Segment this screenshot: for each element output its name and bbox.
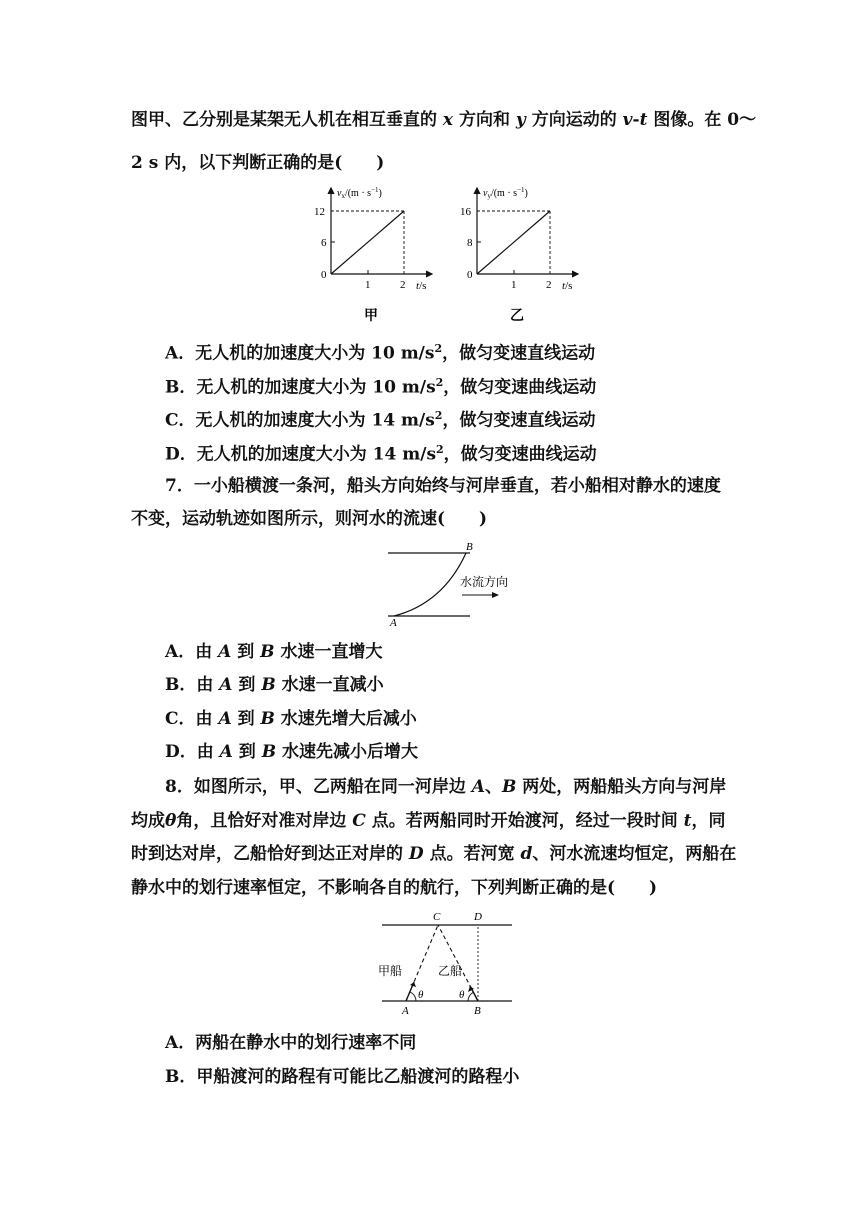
graph-yi <box>446 180 586 330</box>
svg-text:t/s: t/s <box>562 280 573 292</box>
svg-text:12: 12 <box>314 206 325 218</box>
svg-text:0: 0 <box>467 269 473 281</box>
svg-text:vy/(m · s−1): $v_y/(m \cdot s^{-1})$ <box>483 186 528 200</box>
q8-option-b: B．甲船渡河的路程有可能比乙船渡河的路程小 <box>165 1067 520 1087</box>
q7-option-b: B．由 A 到 B 水速一直减小 <box>165 675 384 695</box>
svg-text:1: 1 <box>511 279 517 291</box>
q7-stem-line2: 不变，运动轨迹如图所示，则河水的流速( ) <box>131 509 488 529</box>
svg-text:8: 8 <box>467 237 473 249</box>
svg-text:2: 2 <box>400 279 406 291</box>
svg-text:C: C <box>433 911 441 923</box>
svg-text:乙: 乙 <box>510 309 524 324</box>
q6-option-b: B．无人机的加速度大小为 10 $m/s^2$，做匀变速曲线运动 <box>165 376 597 398</box>
svg-text:乙船: 乙船 <box>438 964 463 978</box>
svg-text:6: 6 <box>321 237 327 249</box>
svg-text:B: B <box>466 541 473 553</box>
q6-stem-line1: 图甲、乙分别是某架无人机在相互垂直的 x 方向和 y 方向运动的 v-t 图像。在 0～ <box>131 110 757 130</box>
svg-text:甲船: 甲船 <box>378 964 403 978</box>
svg-text:B: B <box>474 1005 481 1017</box>
q7-figure <box>370 538 530 630</box>
q7-stem-line1: 7．一小船横渡一条河，船头方向始终与河岸垂直，若小船相对静水的速度 <box>165 476 721 496</box>
svg-text:16: 16 <box>460 206 471 218</box>
svg-text:1: 1 <box>365 279 371 291</box>
svg-text:θ: θ <box>418 989 424 1001</box>
q8-line3: 时到达对岸，乙船恰好到达正对岸的 D 点。若河宽 d、河水流速均恒定，两船在 <box>131 844 737 864</box>
svg-text:D: D <box>474 911 482 923</box>
q6-option-a: A．无人机的加速度大小为 10 $m/s^2$，做匀变速直线运动 <box>165 342 596 364</box>
q8-figure <box>370 905 520 1020</box>
graph-jia <box>300 180 440 330</box>
svg-text:0: 0 <box>321 269 327 281</box>
q6-option-d: D．无人机的加速度大小为 14 $m/s^2$，做匀变速曲线运动 <box>165 443 597 465</box>
graph-jia-line <box>331 211 404 274</box>
q8-line1: 8．如图所示，甲、乙两船在同一河岸边 A、B 两处，两船船头方向与河岸 <box>165 777 727 797</box>
svg-text:θ: θ <box>459 989 465 1001</box>
q7-option-a: A．由 A 到 B 水速一直增大 <box>165 642 383 662</box>
graph-yi-line <box>477 211 550 274</box>
q7-option-d: D．由 A 到 B 水速先减小后增大 <box>165 742 419 762</box>
q6-stem-line2: 2 s 内，以下判断正确的是( ) <box>131 153 385 173</box>
q7-option-c: C．由 A 到 B 水速先增大后减小 <box>165 709 417 729</box>
q8-option-a: A．两船在静水中的划行速率不同 <box>165 1033 417 1053</box>
q7-trajectory <box>394 553 466 616</box>
svg-text:甲: 甲 <box>364 309 378 324</box>
svg-text:A: A <box>402 1005 409 1017</box>
svg-text:A: A <box>390 617 397 629</box>
q6-option-c: C．无人机的加速度大小为 14 $m/s^2$，做匀变速直线运动 <box>165 409 596 431</box>
svg-text:2: 2 <box>546 279 552 291</box>
q8-line4: 静水中的划行速率恒定，不影响各自的航行，下列判断正确的是( ) <box>131 878 658 898</box>
q8-line2: 均成θ角，且恰好对准对岸边 C 点。若两船同时开始渡河，经过一段时间 t，同 <box>131 811 726 831</box>
svg-text:水流方向: 水流方向 <box>460 575 509 589</box>
svg-text:t/s: t/s <box>416 280 427 292</box>
svg-text:vx/(m · s−1): $v_x/(m \cdot s^{-1})$ <box>337 186 382 200</box>
